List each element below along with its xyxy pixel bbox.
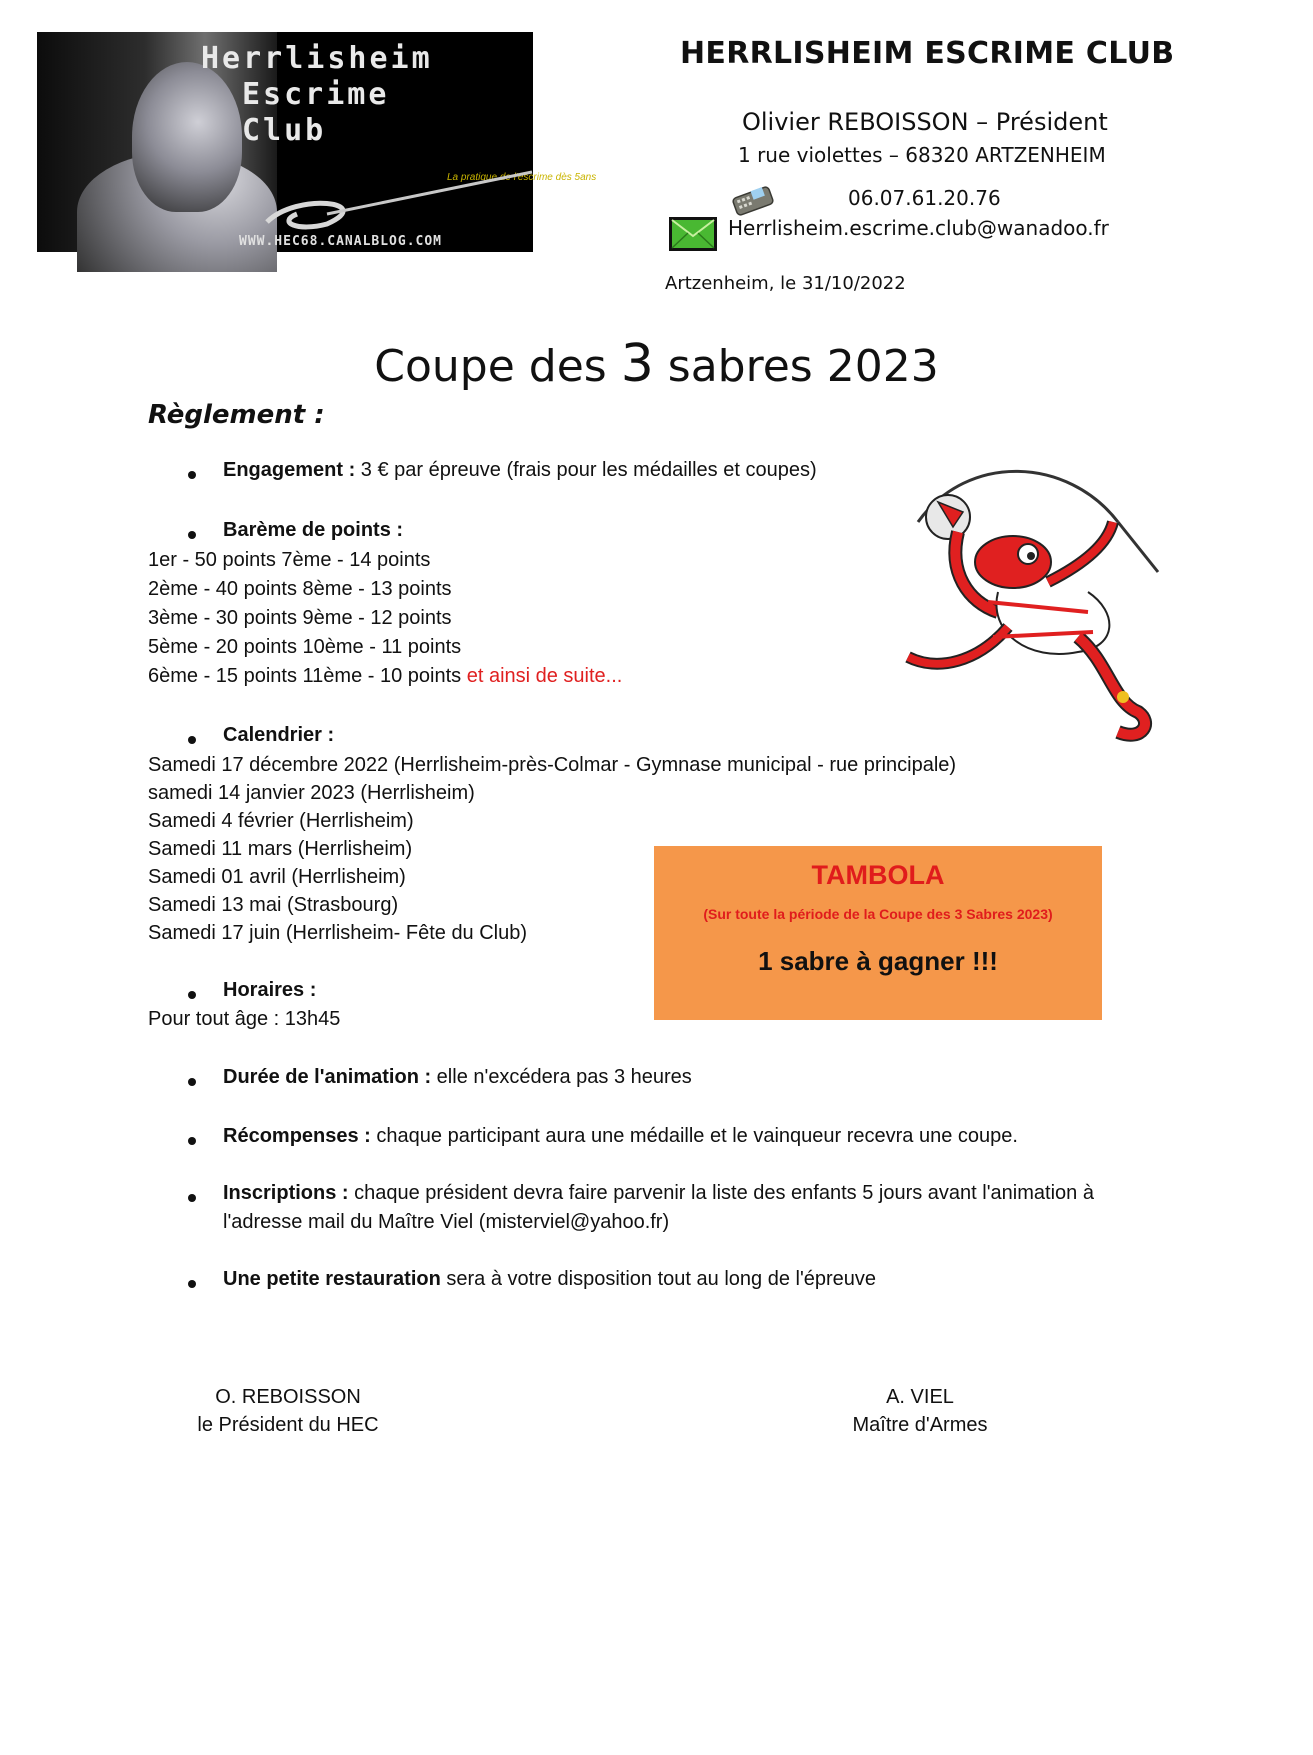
club-phone: 06.07.61.20.76 [848, 186, 1001, 210]
envelope-icon [668, 216, 718, 252]
calendar-line: Samedi 4 février (Herrlisheim) [148, 810, 414, 832]
calendar-line: Samedi 13 mai (Strasbourg) [148, 894, 399, 916]
title-part-2: sabres 2023 [653, 341, 939, 392]
horaires-label: Horaires : [223, 979, 317, 1001]
bullet-icon [188, 991, 196, 999]
bareme-line-last [148, 665, 622, 688]
bullet-icon [188, 736, 196, 744]
calendar-line: Samedi 17 juin (Herrlisheim- Fête du Club) [148, 922, 528, 944]
bullet-icon [188, 1194, 196, 1202]
bareme-item [223, 519, 403, 542]
president-name: Olivier REBOISSON – Président [742, 108, 1108, 136]
recompenses-label: Récompenses : [223, 1125, 371, 1147]
mobile-phone-icon [728, 182, 778, 218]
inscriptions-item [223, 1182, 1094, 1205]
club-address: 1 rue violettes – 68320 ARTZENHEIM [738, 143, 1106, 167]
signature-right-role: Maître d'Armes [852, 1414, 988, 1436]
duree-item [223, 1066, 692, 1089]
restauration-item [223, 1268, 876, 1291]
inscriptions-text: chaque président devra faire parvenir la liste des enfants 5 jours avant l'animation à [348, 1182, 1094, 1204]
recompenses-text: chaque participant aura une médaille et le vainqueur recevra une coupe. [370, 1125, 1018, 1147]
bullet-icon [188, 471, 196, 479]
club-logo [37, 32, 597, 252]
document-title [0, 334, 1313, 394]
bareme-line: 5ème - 20 points 10ème - 11 points [148, 636, 462, 658]
duree-label: Durée de l'animation : [223, 1066, 432, 1088]
sabre-swoosh-icon [257, 152, 537, 232]
calendar-line: Samedi 01 avril (Herrlisheim) [148, 866, 406, 888]
calendrier-item [223, 724, 334, 747]
bareme-suffix: et ainsi de suite... [466, 665, 623, 687]
signature-right-name: A. VIEL [886, 1386, 954, 1408]
engagement-label: Engagement : [223, 459, 356, 481]
inscriptions-text-2: l'adresse mail du Maître Viel (misterviel@yahoo.fr) [223, 1211, 670, 1233]
bareme-line: 6ème - 15 points 11ème - 10 points [148, 665, 467, 687]
calendar-line: Samedi 17 décembre 2022 (Herrlisheim-près-Colmar - Gymnase municipal - rue principale) [148, 754, 957, 776]
recompenses-item [223, 1125, 1018, 1148]
rules-heading: Règlement : [148, 400, 325, 430]
fencing-frog-mascot-icon [888, 462, 1168, 752]
bareme-line: 2ème - 40 points 8ème - 13 points [148, 578, 452, 600]
calendrier-label: Calendrier : [223, 724, 335, 746]
restauration-text: sera à votre disposition tout au long de l'épreuve [440, 1268, 877, 1290]
duree-text: elle n'excédera pas 3 heures [431, 1066, 692, 1088]
calendar-line: samedi 14 janvier 2023 (Herrlisheim) [148, 782, 475, 804]
tambola-box [654, 846, 1102, 1020]
calendar-line: Samedi 11 mars (Herrlisheim) [148, 838, 413, 860]
tambola-prize: 1 sabre à gagner !!! [758, 946, 998, 976]
restauration-label: Une petite restauration [223, 1268, 441, 1290]
horaires-item [223, 979, 316, 1002]
title-number: 3 [620, 334, 654, 394]
bareme-line: 1er - 50 points 7ème - 14 points [148, 549, 431, 571]
club-email[interactable]: Herrlisheim.escrime.club@wanadoo.fr [728, 216, 1109, 240]
logo-line-3: Club [242, 113, 327, 148]
engagement-text: 3 € par épreuve (frais pour les médailles et coupes) [355, 459, 817, 481]
logo-website: WWW.HEC68.CANALBLOG.COM [239, 234, 443, 249]
bareme-line: 3ème - 30 points 9ème - 12 points [148, 607, 452, 629]
tambola-subtitle: (Sur toute la période de la Coupe des 3 Sabres 2023) [703, 906, 1053, 922]
engagement-item [223, 459, 817, 482]
title-part-1: Coupe des [374, 341, 621, 392]
fencer-mask [132, 62, 242, 212]
inscriptions-label: Inscriptions : [223, 1182, 349, 1204]
bullet-icon [188, 1280, 196, 1288]
bullet-icon [188, 531, 196, 539]
horaires-text: Pour tout âge : 13h45 [148, 1008, 341, 1030]
logo-line-2: Escrime [242, 77, 390, 112]
club-name: HERRLISHEIM ESCRIME CLUB [680, 36, 1175, 71]
logo-line-1: Herrlisheim [201, 41, 433, 76]
signature-left-name: O. REBOISSON [215, 1386, 361, 1408]
logo-tagline: La pratique de l'escrime dès 5ans [447, 172, 597, 183]
bullet-icon [188, 1137, 196, 1145]
signature-left-role: le Président du HEC [197, 1414, 379, 1436]
bareme-label: Barème de points : [223, 519, 404, 541]
tambola-title: TAMBOLA [811, 860, 945, 890]
letter-date: Artzenheim, le 31/10/2022 [665, 273, 906, 294]
bullet-icon [188, 1078, 196, 1086]
